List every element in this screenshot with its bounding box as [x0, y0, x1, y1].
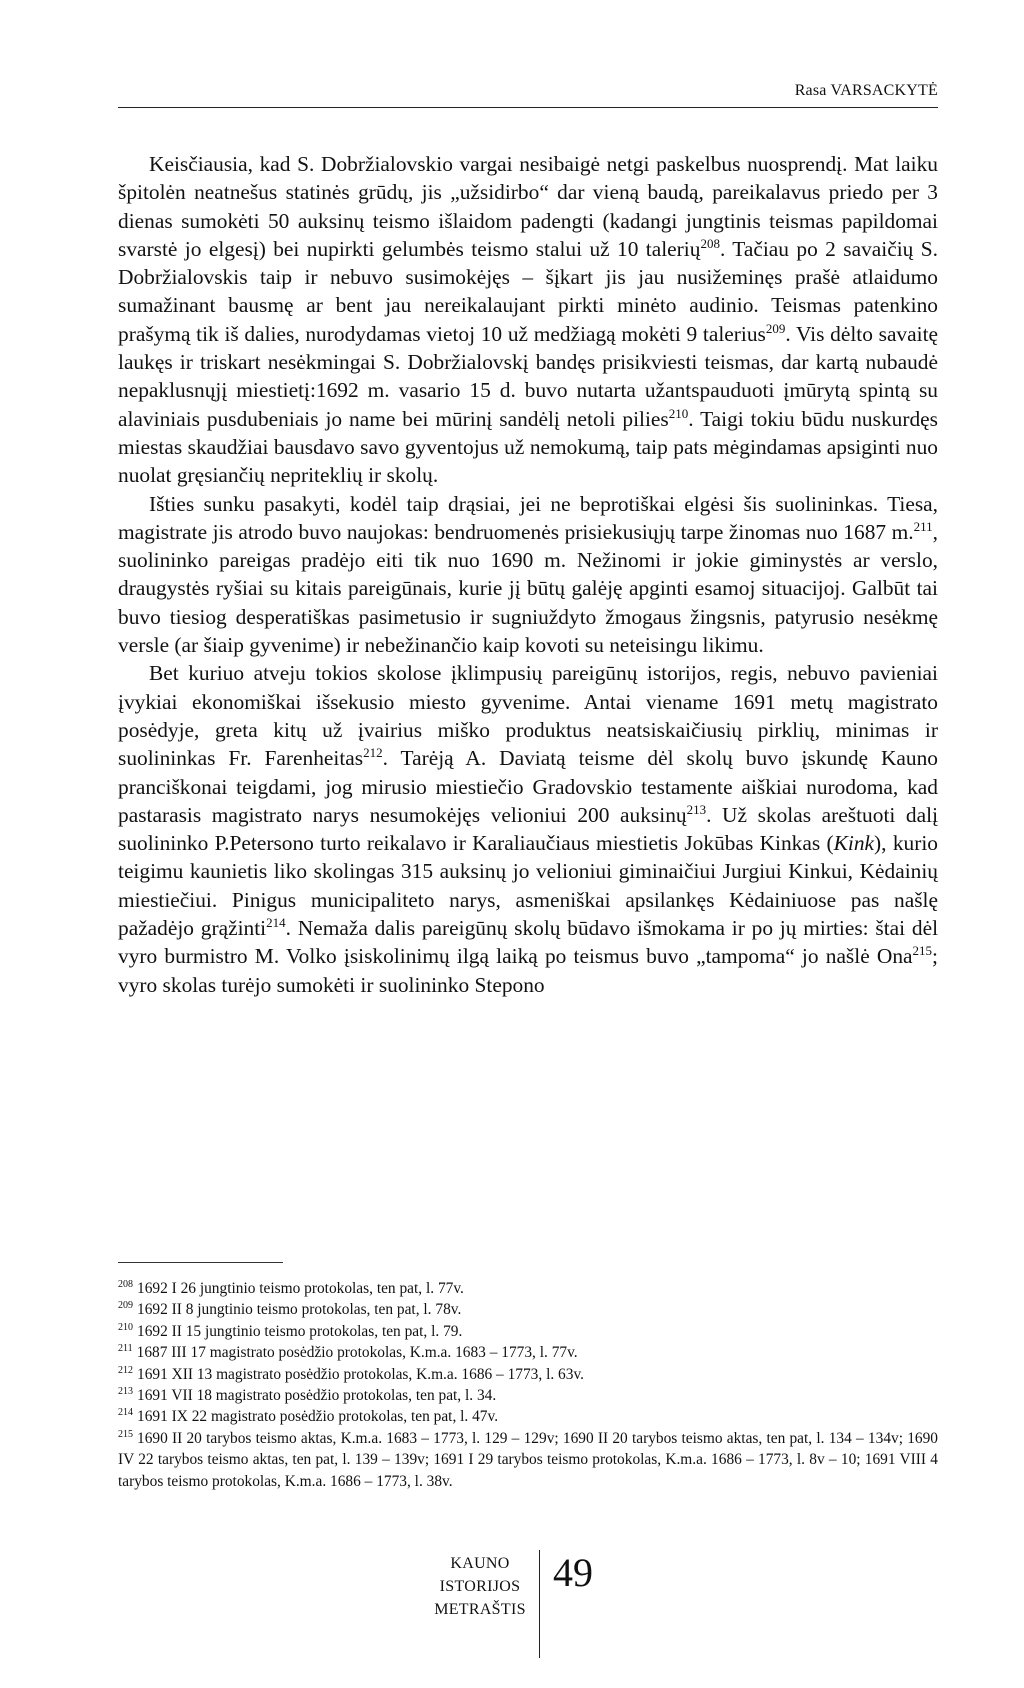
- footnote-ref: 208: [700, 235, 720, 251]
- footnote: [118, 1385, 938, 1406]
- footnote-text: 1692 II 15 jungtinio teismo protokolas, ten pat, l. 79.: [137, 1322, 463, 1340]
- text-span: . Už skolas areštuoti dalį suolininko P.Petersono turto reikalavo ir Karaliaučiaus miestietis Jokūbas Kinkas (: [118, 802, 939, 856]
- footer-divider: [539, 1550, 540, 1658]
- main-text: [118, 150, 938, 999]
- footnote: [118, 1364, 938, 1385]
- text-span: ), kurio teigimu kaunietis liko skolingas 315 auksinų jo velioniui giminaičiui Jurgiui Kinkui, Kėdainių miestiečiui. Pinigus municipaliteto narys, asmeniškai apsilankęs Kėdainiuose pas našlę pažadėjo grąžinti: [118, 831, 938, 941]
- text-span: Bet kuriuo atveju tokios skolose įklimpusių pareigūnų istorijos, regis, nebuvo pavieniai įvykiai ekonomiškai išsekusio miesto gyvenime. Antai viename 1691 metų magistrato posėdyje, greta kitų už įvairius miško produktus neatsiskaičiusių pirklių, minimas ir suolininkas Fr. Farenheitas: [118, 661, 938, 771]
- page-number: 49: [553, 1550, 593, 1595]
- footnote-ref: 211: [913, 518, 933, 534]
- text-span: . Vis dėlto savaitę laukęs ir triskart nesėkmingai S. Dobržialovskį bandęs prisikviesti teismas, dar kartą nubaudė nepaklusnųjį miestietį:1692 m. vasario 15 d. buvo nutarta užantspauduoti įmūrytą spintą su alaviniais pusdubeniais jo name bei mūrinį sandėlį netoli pilies: [118, 321, 939, 431]
- text-span: . Tačiau po 2 savaičių S. Dobržialovskis taip ir nebuvo susimokėjęs – šįkart jis jau nusižeminęs prašė atlaidumo sumažinant bausmę ar bent jau nereikalaujant pirkti minėto audinio. Teismas patenkino prašymą tik iš dalies, nurodydamas vietoj 10 už medžiagą mokėti 9 talerius: [118, 236, 938, 346]
- text-span: . Nemaža dalis pareigūnų skolų būdavo išmokama ir po jų mirties: štai dėl vyro burmistro M. Volko įsiskolinimų ilgą laiką po teismus buvo „tampoma“ jo našlė Ona: [118, 916, 939, 969]
- paragraph-3: [118, 659, 938, 999]
- publication-name: [420, 1552, 540, 1621]
- footnote-rule: [118, 1262, 283, 1263]
- publication-line: KAUNO: [450, 1555, 510, 1572]
- footnote-ref: 209: [765, 320, 786, 336]
- footnote: [118, 1428, 938, 1492]
- footnote-text: 1691 IX 22 magistrato posėdžio protokolas, ten pat, l. 47v.: [137, 1408, 499, 1426]
- footnote-number: 214: [118, 1407, 133, 1419]
- footnote-text: 1692 II 8 jungtinio teismo protokolas, ten pat, l. 78v.: [137, 1301, 462, 1319]
- footnote-ref: 215: [912, 943, 933, 959]
- text-span: ; vyro skolas turėjo sumokėti ir suolininko Stepono: [118, 944, 938, 997]
- footnote-text: 1691 XII 13 magistrato posėdžio protokolas, K.m.a. 1686 – 1773, l. 63v.: [137, 1365, 584, 1383]
- footnote-text: 1690 II 20 tarybos teismo aktas, K.m.a. 1683 – 1773, l. 129 – 129v; 1690 II 20 tarybos teismo aktas, ten pat, l. 134 – 134v; 1690 IV 22 tarybos teismo aktas, ten pat, l. 139 – 139v; 1691 I 29 tarybos teismo protokolas, K.m.a. 1686 – 1773, l. 8v – 10; 1691 VIII 4 tarybos teismo protokolas, K.m.a. 1686 – 1773, l. 38v.: [118, 1429, 938, 1490]
- text-span: , suolininko pareigas pradėjo eiti tik nuo 1690 m. Nežinomi ir jokie giminystės ar verslo, draugystės ryšiai su kitais pareigūnais, kurie jį būtų galėję apginti esamoj situacijoj. Galbūt tai buvo tiesiog desperatiškas pasimetusio ir sugniuždyto žmogaus žingsnis, patyrusio nesėkmę versle (ar šiaip gyvenime) ir nebežinančio kaip kovoti su neteisingu likimu.: [118, 519, 938, 658]
- publication-line: METRAŠTIS: [434, 1601, 526, 1618]
- footnote: [118, 1342, 938, 1363]
- footnote-number: 211: [118, 1343, 133, 1355]
- paragraph-2: [118, 490, 938, 660]
- footnote-text: 1691 VII 18 magistrato posėdžio protokolas, ten pat, l. 34.: [137, 1387, 497, 1405]
- footnote-number: 208: [118, 1278, 133, 1290]
- footnote-text: 1687 III 17 magistrato posėdžio protokolas, K.m.a. 1683 – 1773, l. 77v.: [136, 1344, 578, 1362]
- footnote-number: 209: [118, 1300, 133, 1312]
- author-name: Rasa VARSACKYTĖ: [794, 82, 938, 99]
- footnote-number: 210: [118, 1321, 133, 1333]
- footnote: [118, 1321, 938, 1342]
- text-span: Keisčiausia, kad S. Dobržialovskio vargai nesibaigė netgi paskelbus nuosprendį. Mat laiku špitolėn neatnešus statinės grūdų, jis „užsidirbo“ dar vieną baudą, pareikalavus priedo per 3 dienas sumokėti 50 auksinų teismo išlaidom padengti (kadangi jungtinis teismas papildomai svarstė jo elgesį) bei nupirkti gelumbės teismo stalui už 10 talerių: [118, 152, 938, 261]
- header-rule: [118, 107, 938, 108]
- footnote: [118, 1278, 938, 1299]
- footnote-ref: 212: [363, 745, 383, 761]
- footnote-ref: 213: [686, 801, 707, 817]
- footnote: [118, 1299, 938, 1320]
- italic-name: Kink: [833, 831, 875, 856]
- text-span: . Tarėją A. Daviatą teisme dėl skolų buvo įskundę Kauno pranciškonai teigdami, jog mirusio miestiečio Gradovskio testamente aiškiai nurodoma, kad pastarasis magistrato narys nesumokėjęs velioniui 200 auksinų: [118, 746, 938, 827]
- text-span: Išties sunku pasakyti, kodėl taip drąsiai, jei ne beprotiškai elgėsi šis suolininkas. Tiesa, magistrate jis atrodo buvo naujokas: bendruomenės prisiekusiųjų tarpe žinomas nuo 1687 m.: [118, 491, 938, 544]
- footnote: [118, 1406, 938, 1427]
- footnote-text: 1692 I 26 jungtinio teismo protokolas, ten pat, l. 77v.: [137, 1280, 464, 1297]
- footnote-ref: 210: [668, 405, 689, 421]
- text-span: . Taigi tokiu būdu nuskurdęs miestas skaudžiai bausdavo savo gyventojus už nemokumą, taip pats mėgindamas apsiginti nuo nuolat gręsiančių nepriteklių ir skolų.: [118, 406, 938, 488]
- publication-line: ISTORIJOS: [439, 1578, 521, 1595]
- footnote-number: 213: [118, 1385, 133, 1397]
- paragraph-1: [118, 150, 938, 490]
- footnote-number: 212: [118, 1364, 133, 1376]
- footnote-ref: 214: [266, 914, 286, 930]
- footnotes: [118, 1278, 938, 1492]
- running-header: [118, 82, 938, 100]
- footnote-number: 215: [118, 1428, 133, 1440]
